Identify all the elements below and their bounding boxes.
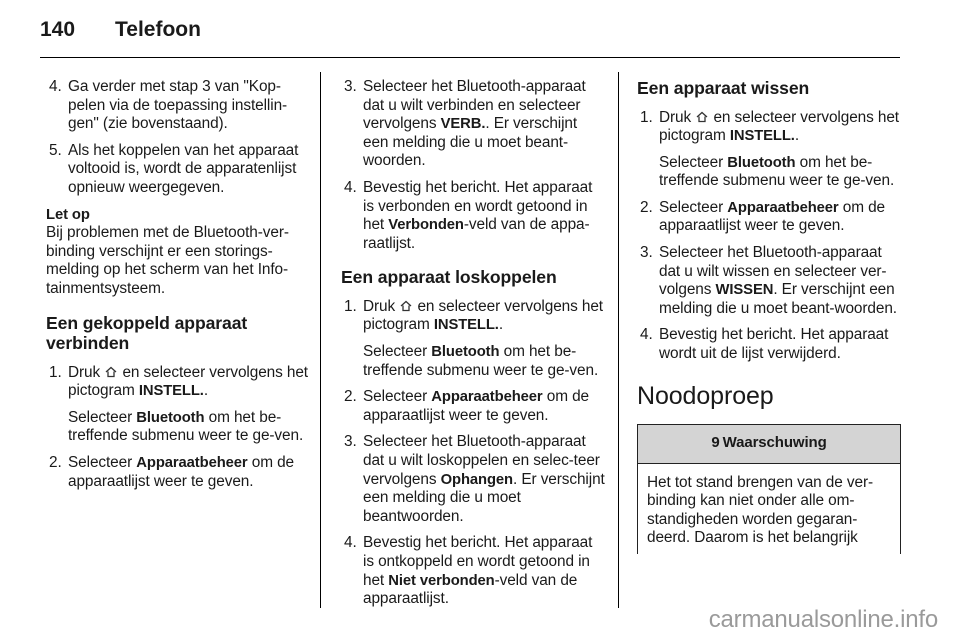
warning-header xyxy=(638,425,900,464)
section-title-emergency: Noodoproep xyxy=(637,381,774,410)
column-1 xyxy=(46,78,310,491)
page-number: 140 xyxy=(40,18,76,41)
column-2 xyxy=(341,78,605,609)
connect-steps-continued xyxy=(341,78,605,253)
list-item: 3. Selecteer het Bluetooth-apparaat dat u wilt loskoppelen en selec-teer vervolgens Ophangen. Er verschijnt een melding die u moet beantwoorden. xyxy=(344,433,605,525)
list-item: 2. Selecteer Apparaatbeheer om de apparaatlijst weer te geven. xyxy=(49,453,295,490)
watermark: carmanualsonline.info xyxy=(708,606,938,633)
section-title-connect: Een gekoppeld apparaat verbinden xyxy=(46,312,248,354)
warning-box xyxy=(637,424,901,554)
list-item: 1. Druk en selecteer vervolgens het pictogram INSTELL.. Selecteer Bluetooth om het be-treffende submenu weer te ge-ven. xyxy=(46,364,310,446)
note-text: Bij problemen met de Bluetooth-ver-binding verschijnt er een storings-melding op het scherm van het Info-tainmentsysteem. xyxy=(46,224,289,297)
chapter-title: Telefoon xyxy=(115,18,201,41)
list-item: 3. Selecteer het Bluetooth-apparaat dat u wilt verbinden en selecteer vervolgens VERB.. Er verschijnt een melding die u moet beant-woorden. xyxy=(344,78,586,170)
column-divider-2 xyxy=(618,72,619,608)
home-icon xyxy=(399,299,413,313)
list-item: 3. Selecteer het Bluetooth-apparaat dat u wilt wissen en selecteer ver-volgens WISSEN. Er verschijnt een melding die u moet beant-woorden. xyxy=(640,244,897,317)
home-icon xyxy=(104,365,118,379)
list-item: 5. Als het koppelen van het apparaat voltooid is, wordt de apparatenlijst opnieuw weergegeven. xyxy=(49,141,299,196)
warning-icon: 9 xyxy=(711,434,720,452)
header-rule xyxy=(40,57,900,58)
delete-steps xyxy=(637,109,903,364)
sub-instruction: Selecteer Bluetooth om het be-treffende submenu weer te ge-ven. xyxy=(659,153,895,190)
steps-list xyxy=(46,78,310,198)
column-3 xyxy=(637,78,903,554)
warning-title: Waarschuwing xyxy=(722,434,827,452)
list-item: 2. Selecteer Apparaatbeheer om de apparaatlijst weer te geven. xyxy=(640,198,886,235)
home-icon xyxy=(695,110,709,124)
list-item: 4. Bevestig het bericht. Het apparaat is ontkoppeld en wordt getoond in het Niet verbonden-veld van de apparaatlijst. xyxy=(344,534,593,608)
section-title-disconnect: Een apparaat loskoppelen xyxy=(341,267,557,288)
list-item: 4. Ga verder met stap 3 van "Kop-pelen via de toepassing instellin-gen" (zie bovenstaand). xyxy=(49,78,288,133)
disconnect-steps xyxy=(341,298,605,609)
list-item: 2. Selecteer Apparaatbeheer om de apparaatlijst weer te geven. xyxy=(344,388,590,424)
connect-steps xyxy=(46,364,310,492)
sub-instruction: Selecteer Bluetooth om het be-treffende submenu weer te ge-ven. xyxy=(68,408,304,445)
sub-instruction: Selecteer Bluetooth om het be-treffende submenu weer te ge-ven. xyxy=(363,343,599,379)
column-divider-1 xyxy=(320,72,321,608)
section-title-delete: Een apparaat wissen xyxy=(637,78,810,98)
list-item: 4. Bevestig het bericht. Het apparaat wordt uit de lijst verwijderd. xyxy=(640,326,889,363)
list-item: 1. Druk en selecteer vervolgens het pictogram INSTELL.. Selecteer Bluetooth om het be-treffende submenu weer te ge-ven. xyxy=(341,298,605,380)
list-item: 1. Druk en selecteer vervolgens het pictogram INSTELL.. Selecteer Bluetooth om het be-treffende submenu weer te ge-ven. xyxy=(637,109,903,191)
warning-text: Het tot stand brengen van de ver-binding kan niet onder alle om-standigheden worden gegaran-deerd. Daarom is het belangrijk xyxy=(647,473,873,547)
note-label: Let op xyxy=(46,206,90,223)
list-item: 4. Bevestig het bericht. Het apparaat is verbonden en wordt getoond in het Verbonden-veld van de appa-raatlijst. xyxy=(344,178,593,252)
